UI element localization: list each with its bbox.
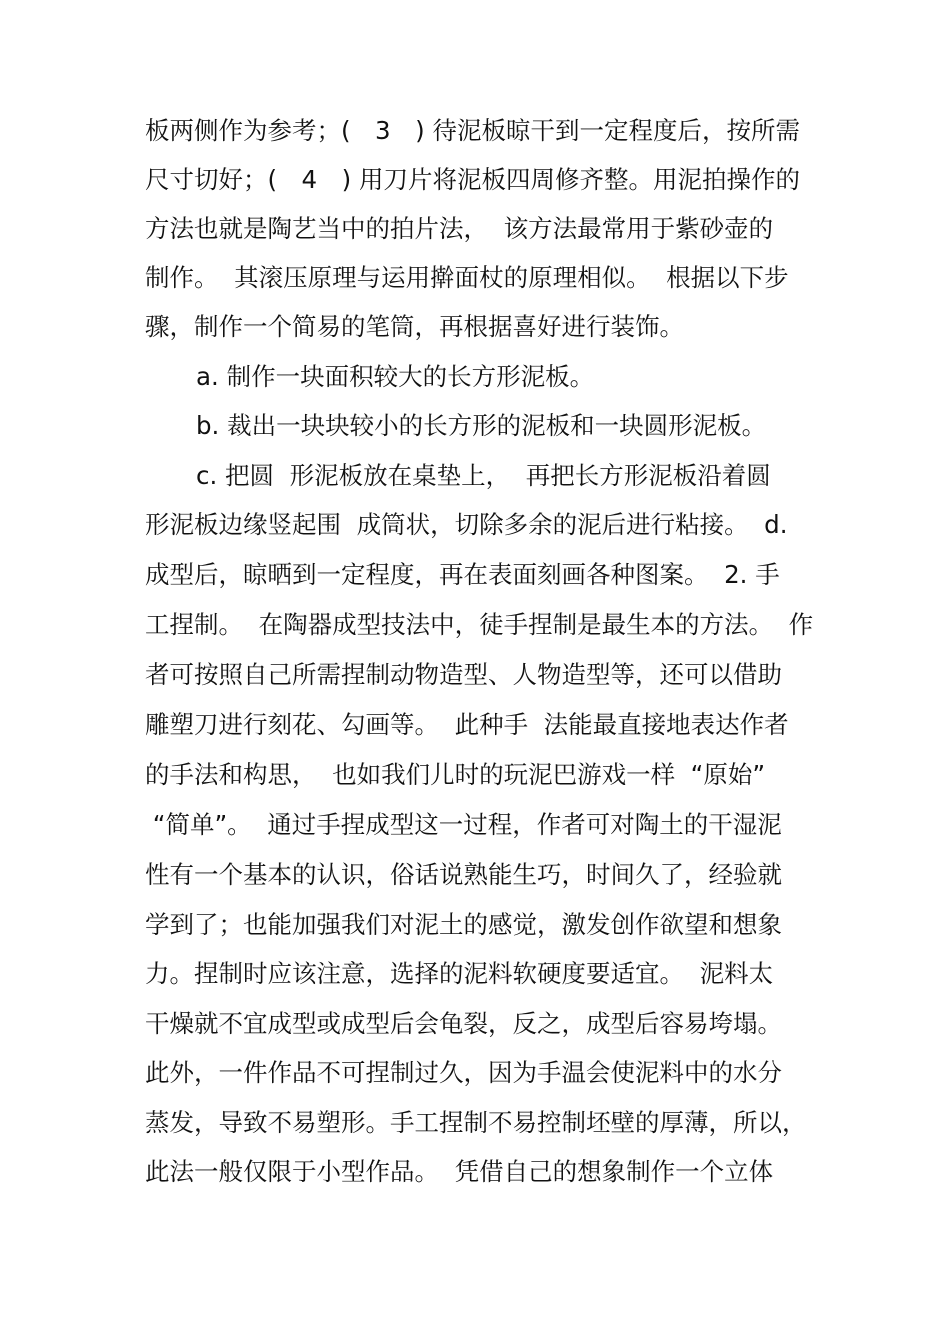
paragraph-line: 者可按照自己所需捏制动物造型、人物造型等，还可以借助 [145,660,782,689]
paragraph-line: 形泥板边缘竖起围 成筒状，切除多余的泥后进行粘接。 d. [145,510,788,539]
paragraph-line: 板两侧作为参考；( 3 ) 待泥板晾干到一定程度后，按所需 [145,116,800,145]
step-a-line: a. 制作一块面积较大的长方形泥板。 [196,362,595,391]
paragraph-line: 性有一个基本的认识，俗话说熟能生巧，时间久了，经验就 [145,860,782,889]
paragraph-line: 成型后，晾晒到一定程度，再在表面刻画各种图案。 2. 手 [145,560,780,589]
paragraph-line: 方法也就是陶艺当中的拍片法， 该方法最常用于紫砂壶的 [145,214,774,243]
paragraph-line: 力。捏制时应该注意，选择的泥料软硬度要适宜。 泥料太 [145,959,774,988]
paragraph-line: 蒸发，导致不易塑形。手工捏制不易控制坯壁的厚薄，所以， [145,1108,807,1137]
paragraph-line: 干燥就不宜成型或成型后会龟裂，反之，成型后容易垮塌。 [145,1009,782,1038]
paragraph-line: 学到了；也能加强我们对泥土的感觉，激发创作欲望和想象 [145,910,782,939]
paragraph-line: 尺寸切好；( 4 ) 用刀片将泥板四周修齐整。用泥拍操作的 [145,165,800,194]
paragraph-line: 的手法和构思， 也如我们儿时的玩泥巴游戏一样 “原始” [145,760,766,789]
step-c-line: c. 把圆 形泥板放在桌垫上， 再把长方形泥板沿着圆 [196,461,771,490]
paragraph-line: 制作。 其滚压原理与运用擀面杖的原理相似。 根据以下步 [145,263,789,292]
paragraph-line: 雕塑刀进行刻花、勾画等。 此种手 法能最直接地表达作者 [145,710,789,739]
paragraph-line: 骤，制作一个简易的笔筒，再根据喜好进行装饰。 [145,312,684,341]
paragraph-line: 此外，一件作品不可捏制过久，因为手温会使泥料中的水分 [145,1058,782,1087]
paragraph-line: 工捏制。 在陶器成型技法中，徒手捏制是最生本的方法。 作 [145,610,814,639]
paragraph-line: 此法一般仅限于小型作品。 凭借自己的想象制作一个立体 [145,1157,774,1186]
step-b-line: b. 裁出一块块较小的长方形的泥板和一块圆形泥板。 [196,411,767,440]
paragraph-line: “简单”。 通过手捏成型这一过程，作者可对陶土的干湿泥 [145,810,782,839]
